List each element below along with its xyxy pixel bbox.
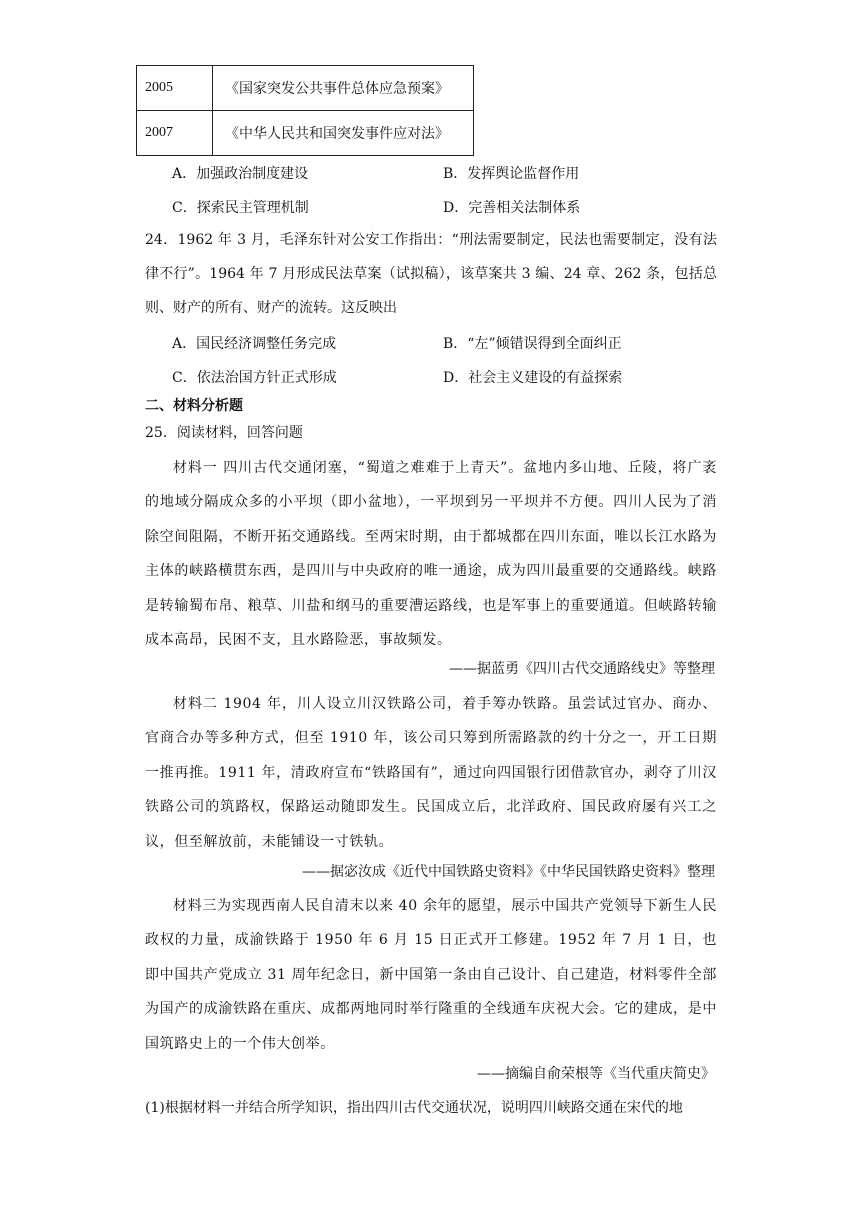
- q23-option-a: A．加强政治制度建设: [172, 166, 309, 182]
- material-two-source: ——据宓汝成《近代中国铁路史资料》《中华民国铁路史资料》整理: [302, 864, 715, 880]
- material-three-source: ——摘编自俞荣根等《当代重庆简史》: [477, 1066, 715, 1082]
- q25-subquestion-1: (1)根据材料一并结合所学知识，指出四川古代交通状况，说明四川峡路交通在宋代的地: [145, 1100, 683, 1116]
- material-one-source: ——据蓝勇《四川古代交通路线史》等整理: [449, 661, 715, 677]
- q24-option-d: D．社会主义建设的有益探索: [443, 370, 623, 386]
- table-cell-document: 《国家突发公共事件总体应急预案》: [213, 66, 474, 111]
- table-cell-document: 《中华人民共和国突发事件应对法》: [213, 111, 474, 156]
- material-two: 材料二 1904 年，川人设立川汉铁路公司，着手筹办铁路。虽尝试过官办、商办、官商合办等多种方式，但至 1910 年，该公司只筹到所需路款的约十分之一，开工日期一推再推。1911 年，清政府宣布“铁路国有”，通过向四国银行团借款官办，剥夺了川汉铁路公司的筑路权，保路运动随即发生。民国成立后，北洋政府、国民政府屡有兴工之议，但至解放前，未能铺设一寸铁轨。: [145, 696, 717, 850]
- q23-option-c: C．探索民主管理机制: [172, 200, 309, 216]
- material-three: 材料三为实现西南人民自清末以来 40 余年的愿望，展示中国共产党领导下新生人民政权的力量，成渝铁路于 1950 年 6 月 15 日正式开工修建。1952 年 7 月 1 日，也即中国共产党成立 31 周年纪念日，新中国第一条由自己设计、自己建造，材料零件全部为国产的成渝铁路在重庆、成都两地同时举行隆重的全线通车庆祝大会。它的建成，是中国筑路史上的一个伟大创举。: [145, 898, 717, 1052]
- q24-stem: 24．1962 年 3 月，毛泽东针对公安工作指出：“刑法需要制定，民法也需要制定，没有法律不行”。1964 年 7 月形成民法草案（试拟稿），该草案共 3 编、24 章、262 条，包括总则、财产的所有、财产的流转。这反映出: [145, 232, 717, 316]
- table-row: [137, 66, 474, 111]
- section-heading: 二、材料分析题: [145, 398, 243, 414]
- q23-option-d: D．完善相关法制体系: [443, 200, 581, 216]
- q24-option-b: B．“左”倾错误得到全面纠正: [443, 336, 622, 352]
- table-cell-year: 2005: [137, 66, 213, 111]
- material-one: 材料一 四川古代交通闭塞，“蜀道之难难于上青天”。盆地内多山地、丘陵，将广袤的地域分隔成众多的小平坝（即小盆地），一平坝到另一平坝并不方便。四川人民为了消除空间阻隔，不断开拓交通路线。至两宋时期，由于都城都在四川东面，唯以长江水路为主体的峡路横贯东西，是四川与中央政府的唯一通途，成为四川最重要的交通路线。峡路是转输蜀布帛、粮草、川盐和纲马的重要漕运路线，也是军事上的重要通道。但峡路转输成本高昂，民困不支，且水路险恶，事故频发。: [145, 460, 717, 649]
- q23-option-b: B．发挥舆论监督作用: [443, 166, 580, 182]
- q24-option-a: A．国民经济调整任务完成: [172, 336, 337, 352]
- table-row: [137, 111, 474, 156]
- q25-stem: 25．阅读材料，回答问题: [145, 425, 303, 441]
- law-table: [136, 65, 474, 156]
- q24-option-c: C．依法治国方针正式形成: [172, 370, 337, 386]
- table-cell-year: 2007: [137, 111, 213, 156]
